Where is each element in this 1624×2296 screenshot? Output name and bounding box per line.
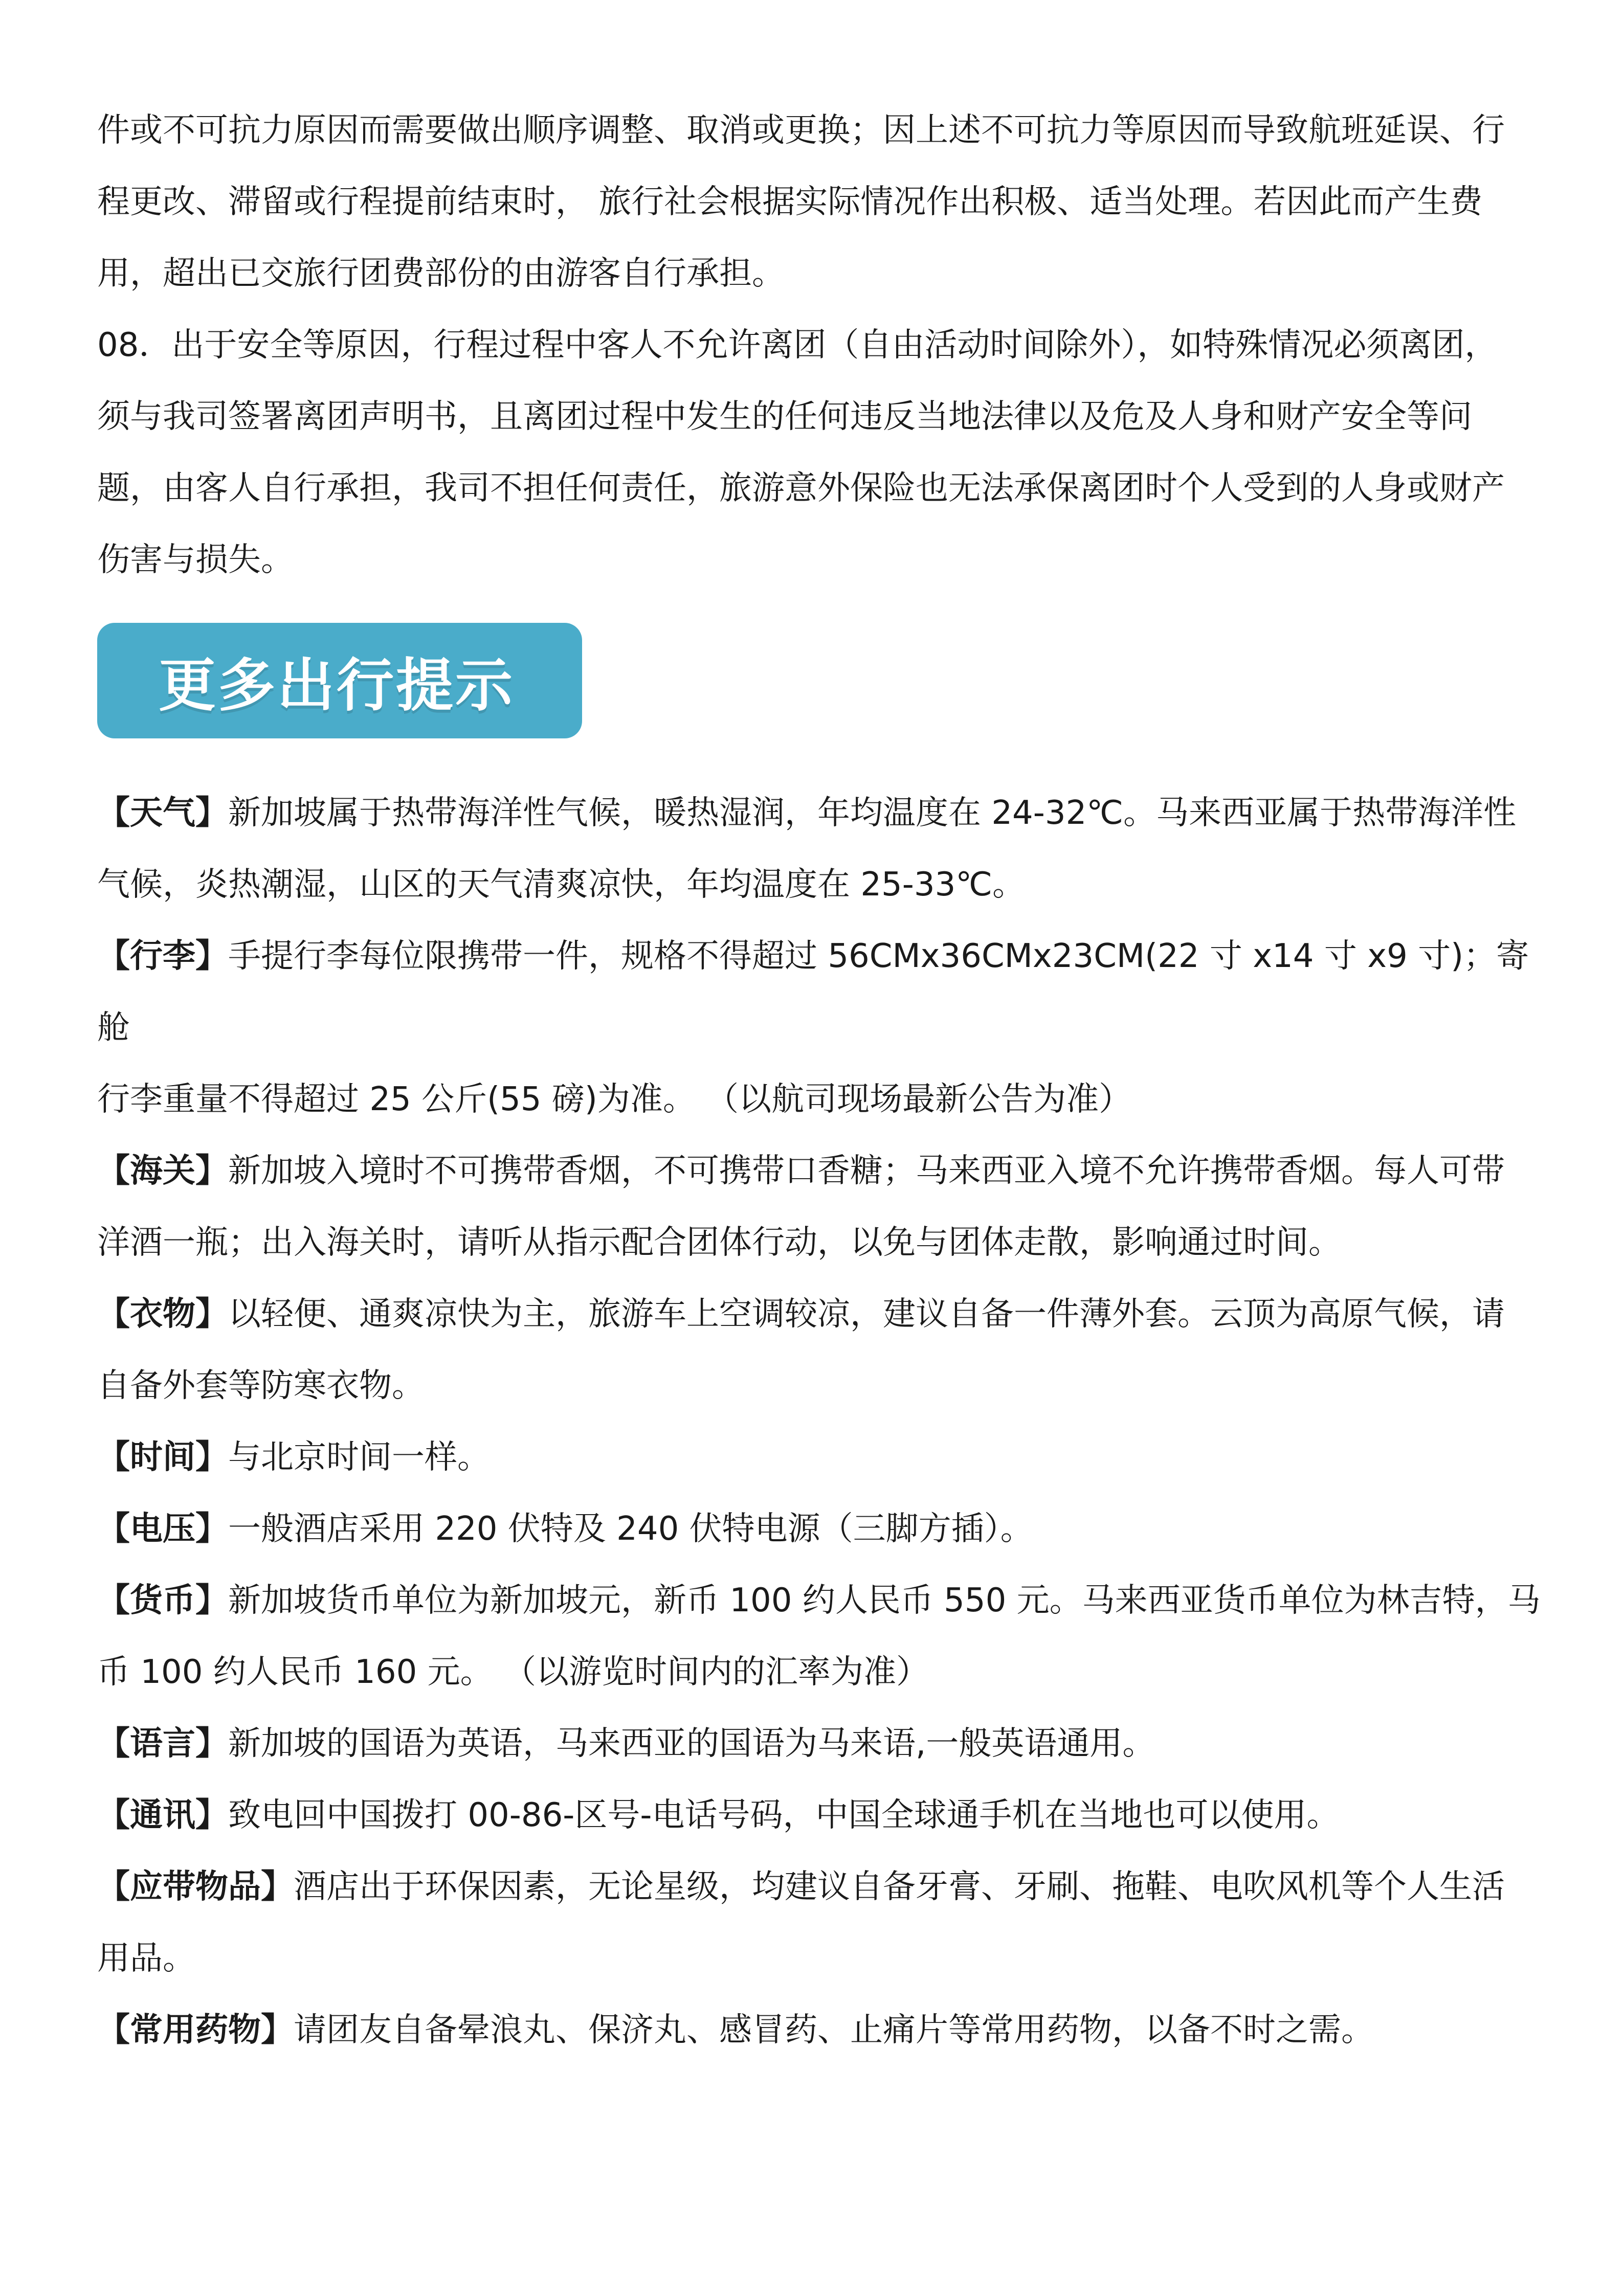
tip-label: 【通讯】: [97, 1796, 228, 1834]
tip-currency: [97, 1565, 1545, 1636]
tip-label: 【海关】: [97, 1152, 228, 1190]
tip-text: 致电回中国拨打 00-86-区号-电话号码，中国全球通手机在当地也可以使用。: [228, 1796, 1340, 1834]
tip-label: 【电压】: [97, 1510, 228, 1548]
section-title: 更多出行提示: [159, 652, 515, 719]
tip-clothing-cont: 自备外套等防寒衣物。: [97, 1367, 425, 1405]
tip-communication: [97, 1780, 1545, 1851]
tip-text: 新加坡属于热带海洋性气候，暖热湿润，年均温度在 24-32℃。马来西亚属于热带海洋性: [228, 794, 1517, 832]
tip-luggage-cont: 行李重量不得超过 25 公斤(55 磅)为准。 （以航司现场最新公告为准）: [97, 1081, 1132, 1118]
tip-voltage: [97, 1493, 1545, 1565]
tip-clothing: [97, 1278, 1545, 1350]
tip-label: 【天气】: [97, 794, 228, 832]
tip-language: [97, 1708, 1545, 1780]
intro-line: 程更改、滞留或行程提前结束时， 旅行社会根据实际情况作出积极、适当处理。若因此而产生费: [97, 183, 1483, 221]
tip-text: 与北京时间一样。: [228, 1438, 490, 1476]
tip-text: 新加坡入境时不可携带香烟，不可携带口香糖；马来西亚入境不允许携带香烟。每人可带: [228, 1152, 1505, 1190]
tip-label: 【时间】: [97, 1438, 228, 1476]
tip-customs: [97, 1135, 1545, 1207]
tip-text: 新加坡的国语为英语，马来西亚的国语为马来语,一般英语通用。: [228, 1725, 1155, 1763]
intro-line: 须与我司签署离团声明书，且离团过程中发生的任何违反当地法律以及危及人身和财产安全等问: [97, 398, 1472, 436]
tip-currency-cont: 币 100 约人民币 160 元。 （以游览时间内的汇率为准）: [97, 1653, 929, 1691]
tip-label: 【行李】: [97, 937, 228, 975]
tip-text: 酒店出于环保因素，无论星级，均建议自备牙膏、牙刷、拖鞋、电吹风机等个人生活: [294, 1868, 1505, 1906]
tip-text: 手提行李每位限携带一件，规格不得超过 56CMx36CMx23CM(22 寸 x14 寸 x9 寸)；寄舱: [97, 937, 1529, 1047]
intro-line: 题，由客人自行承担，我司不担任何责任，旅游意外保险也无法承保离团时个人受到的人身或财产: [97, 469, 1505, 507]
tip-luggage: [97, 920, 1545, 1064]
tip-essentials-cont: 用品。: [97, 1940, 195, 1977]
tip-label: 【常用药物】: [97, 2011, 294, 2049]
tip-text: 以轻便、通爽凉快为主，旅游车上空调较凉，建议自备一件薄外套。云顶为高原气候，请: [228, 1295, 1505, 1333]
tip-weather: [97, 777, 1545, 849]
tip-essentials: [97, 1851, 1545, 1923]
tip-label: 【语言】: [97, 1725, 228, 1763]
tip-text: 请团友自备晕浪丸、保济丸、感冒药、止痛片等常用药物，以备不时之需。: [294, 2011, 1374, 2049]
tip-customs-cont: 洋酒一瓶；出入海关时，请听从指示配合团体行动，以免与团体走散，影响通过时间。: [97, 1224, 1341, 1262]
tip-medicine: [97, 1994, 1545, 2066]
tip-text: 一般酒店采用 220 伏特及 240 伏特电源（三脚方插）。: [228, 1510, 1033, 1548]
tip-text: 新加坡货币单位为新加坡元，新币 100 约人民币 550 元。马来西亚货币单位为林吉特，马: [228, 1582, 1541, 1619]
tip-label: 【应带物品】: [97, 1868, 294, 1906]
tip-label: 【货币】: [97, 1582, 228, 1619]
intro-line: 08．出于安全等原因，行程过程中客人不允许离团（自由活动时间除外），如特殊情况必须离团，: [97, 326, 1498, 364]
tip-label: 【衣物】: [97, 1295, 228, 1333]
intro-block: [97, 95, 1540, 596]
travel-tips-list: [97, 777, 1545, 2066]
section-banner: [97, 623, 582, 738]
intro-line: 用，超出已交旅行团费部份的由游客自行承担。: [97, 255, 785, 292]
tip-weather-cont: 气候，炎热潮湿，山区的天气清爽凉快，年均温度在 25-33℃。: [97, 866, 1026, 904]
intro-line: 伤害与损失。: [97, 541, 294, 579]
tip-time: [97, 1422, 1545, 1493]
intro-line: 件或不可抗力原因而需要做出顺序调整、取消或更换；因上述不可抗力等原因而导致航班延误、行: [97, 111, 1505, 149]
